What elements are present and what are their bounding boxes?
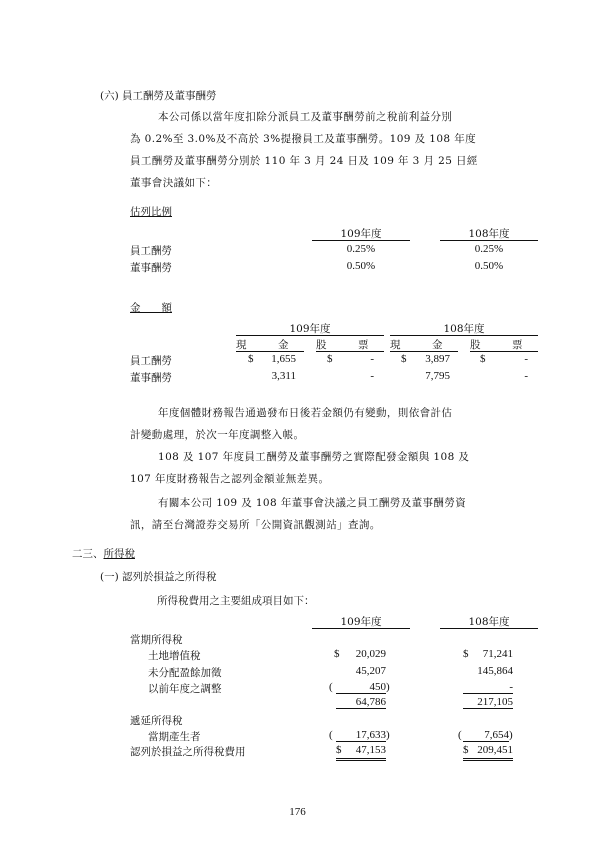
undistributed-108: 145,864 xyxy=(477,665,513,677)
current-tax-total-109: 64,786 xyxy=(336,696,386,709)
tax-intro: 所得稅費用之主要組成項目如下： xyxy=(157,595,315,607)
section-23-prefix: 二三、 xyxy=(72,548,104,560)
land-tax-label: 土地增值稅 xyxy=(148,650,201,662)
prior-adjustment-109: 450 xyxy=(336,681,386,694)
total-tax-108: 209,451 xyxy=(477,744,513,756)
amount-col-109-rule xyxy=(236,335,384,336)
page-number: 176 xyxy=(289,806,306,818)
amount-cash-header-108: 現 金 xyxy=(390,339,443,351)
land-tax-109: 20,029 xyxy=(355,648,386,660)
paren-close: ) xyxy=(509,729,513,741)
amount-cash-header-109: 現 金 xyxy=(236,339,289,351)
amount-stock-header-108: 股 票 xyxy=(470,339,523,351)
para1-line-1: 本公司係以當年度扣除分派員工及董事酬勞前之稅前利益分別 xyxy=(158,111,453,123)
amount-row-label: 董事酬勞 xyxy=(130,372,172,384)
paren-open: ( xyxy=(329,681,333,693)
ratio-row-value-109: 0.25% xyxy=(346,243,376,255)
stock-108-value: - xyxy=(524,353,528,365)
currency-symbol: $ xyxy=(401,353,407,365)
stock-108-rule xyxy=(470,351,538,352)
paren-open: ( xyxy=(458,729,462,741)
ratio-col-109: 109年度 xyxy=(340,228,382,240)
stock-109-value: - xyxy=(370,353,374,365)
amount-row-label: 員工酬勞 xyxy=(130,355,172,367)
tax-col-108-rule xyxy=(440,628,538,629)
stock-108-value: - xyxy=(524,370,528,382)
currency-symbol: $ xyxy=(327,353,333,365)
paren-open: ( xyxy=(329,729,333,741)
amount-stock-header-109: 股 票 xyxy=(316,339,369,351)
stock-109-rule xyxy=(316,351,384,352)
cash-108-value: 7,795 xyxy=(425,370,450,382)
tax-col-109-rule xyxy=(312,628,410,629)
land-tax-108: 71,241 xyxy=(482,648,513,660)
ratio-row-value-108: 0.25% xyxy=(474,243,504,255)
section-6-title: (六) 員工酬勞及董事酬勞 xyxy=(100,90,217,102)
amount-col-109: 109年度 xyxy=(289,323,331,335)
para3-line-2: 107 年度財務報告之認列金額並無差異。 xyxy=(130,473,330,485)
ratio-col-108-rule xyxy=(440,240,538,241)
cash-109-value: 1,655 xyxy=(271,353,296,365)
currency-symbol: $ xyxy=(480,353,486,365)
currency-symbol: $ xyxy=(463,648,469,660)
section-6-paragraph xyxy=(130,106,540,194)
deferred-current-109: 17,633 xyxy=(336,729,386,742)
ratio-heading: 估列比例 xyxy=(130,206,172,218)
amount-col-108: 108年度 xyxy=(443,323,485,335)
currency-symbol: $ xyxy=(248,353,254,365)
para1-line-4: 董事會決議如下： xyxy=(130,177,218,189)
para2-line-2: 計變動處理，於次一年度調整入帳。 xyxy=(130,429,305,441)
paragraph-2 xyxy=(130,402,540,446)
cash-108-value: 3,897 xyxy=(425,353,450,365)
stock-109-value: - xyxy=(370,370,374,382)
total-tax-expense-label: 認列於損益之所得稅費用 xyxy=(130,746,246,758)
ratio-row-value-108: 0.50% xyxy=(474,260,504,272)
currency-symbol: $ xyxy=(463,744,469,756)
para1-line-2: 為 0.2%至 3.0%及不高於 3%提撥員工及董事酬勞。109 及 108 年度 xyxy=(130,133,477,145)
tax-col-109: 109年度 xyxy=(340,616,382,628)
undistributed-109: 45,207 xyxy=(355,665,386,677)
paragraph-3 xyxy=(130,446,540,490)
total-108-cell xyxy=(463,744,513,761)
ratio-col-109-rule xyxy=(312,240,410,241)
ratio-col-108: 108年度 xyxy=(468,228,510,240)
subsection-1-title: (一) 認列於損益之所得稅 xyxy=(100,571,217,583)
paren-close: ) xyxy=(386,729,390,741)
currency-symbol: $ xyxy=(336,744,342,756)
amount-col-108-rule xyxy=(390,335,538,336)
amount-heading: 金 額 xyxy=(130,302,172,314)
currency-symbol: $ xyxy=(334,648,340,660)
paren-close: ) xyxy=(386,681,390,693)
section-23-title xyxy=(72,546,135,561)
para4-line-2: 訊，請至台灣證券交易所「公開資訊觀測站」查詢。 xyxy=(130,519,381,531)
prior-year-adjustment-label: 以前年度之調整 xyxy=(148,683,222,695)
deferred-current-label: 當期產生者 xyxy=(148,731,201,743)
tax-col-108: 108年度 xyxy=(468,616,510,628)
current-tax-label: 當期所得稅 xyxy=(130,634,183,646)
cash-109-rule xyxy=(236,351,304,352)
deferred-tax-label: 遞延所得稅 xyxy=(130,715,183,727)
deferred-current-108: 7,654 xyxy=(463,729,509,742)
cash-108-rule xyxy=(390,351,458,352)
ratio-row-label: 董事酬勞 xyxy=(130,262,172,274)
ratio-row-label: 員工酬勞 xyxy=(130,245,172,257)
para1-line-3: 員工酬勞及董事酬勞分別於 110 年 3 月 24 日及 109 年 3 月 25 日經 xyxy=(130,155,478,167)
para2-line-1: 年度個體財務報告通過發布日後若金額仍有變動，則依會計估 xyxy=(158,407,453,419)
cash-109-value: 3,311 xyxy=(271,370,296,382)
undistributed-earnings-tax-label: 未分配盈餘加徵 xyxy=(148,667,222,679)
total-tax-109: 47,153 xyxy=(355,744,386,756)
para4-line-1: 有關本公司 109 及 108 年董事會決議之員工酬勞及董事酬勞資 xyxy=(158,497,467,509)
prior-adjustment-108: - xyxy=(463,681,513,694)
current-tax-total-108: 217,105 xyxy=(463,696,513,709)
total-109-cell xyxy=(336,744,386,761)
ratio-row-value-109: 0.50% xyxy=(346,260,376,272)
para3-line-1: 108 及 107 年度員工酬勞及董事酬勞之實際配發金額與 108 及 xyxy=(158,451,470,463)
section-23-name: 所得稅 xyxy=(103,548,135,560)
paragraph-4 xyxy=(130,492,540,536)
